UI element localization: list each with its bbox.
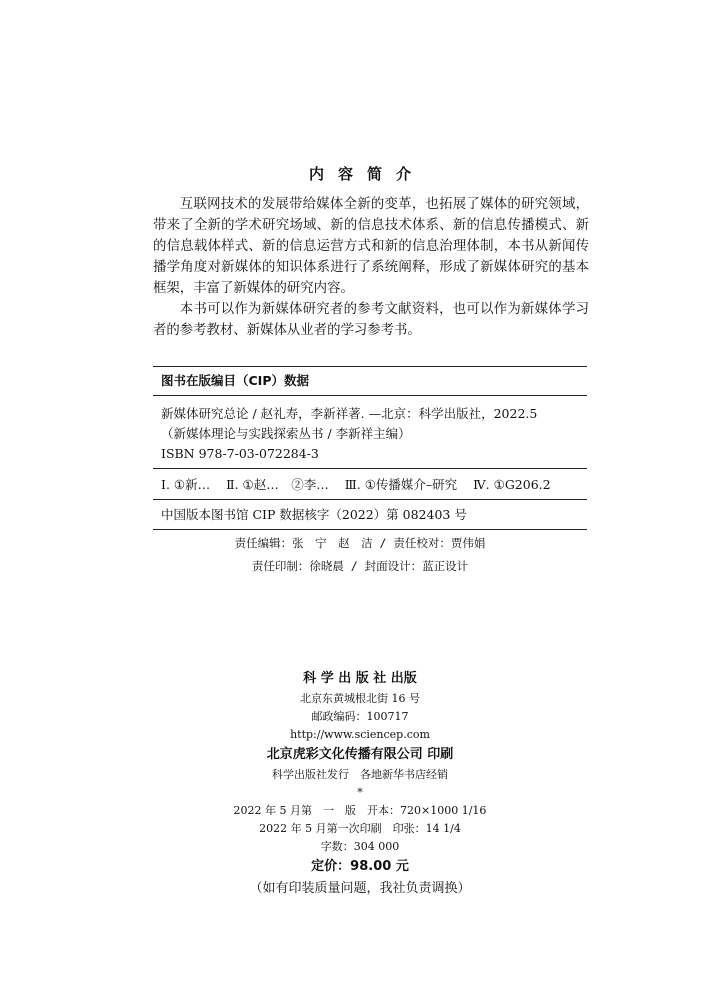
cip-heading: 图书在版编目（CIP）数据 [153,367,587,396]
publisher-line: 科 学 出 版 社 出版 [303,671,417,686]
cip-class-item: Ⅳ. ①G206.2 [473,477,551,492]
publisher-address: 北京东黄城根北街 16 号 [300,692,420,705]
cip-class-item: Ⅲ. ①传播媒介–研究 [344,477,458,492]
quality-note: （如有印装质量问题，我社负责调换） [249,881,471,896]
intro-body [153,194,589,341]
edition-line: 2022 年 5 月第 一 版 开本：720×1000 1/16 [233,804,487,817]
wordcount-line: 字数：304 000 [320,840,400,853]
cip-data-box [153,366,587,530]
cip-classification [153,468,587,499]
colophon [0,668,720,900]
cip-title-line: 新媒体研究总论 / 赵礼寿，李新祥著. —北京：科学出版社，2022.5 [161,406,538,421]
cip-class-item: Ⅱ. ①赵… ②李… [226,477,329,492]
intro-paragraph: 互联网技术的发展带给媒体全新的变革，也拓展了媒体的研究领域，带来了全新的学术研究场域、新的信息技术体系、新的信息传播模式、新的信息载体样式、新的信息运营方式和新的信息治理体制，本书从新闻传播学角度对新媒体的知识体系进行了系统阐释，形成了新媒体研究的基本框架，丰富了新媒体的研究内容。 [153,197,589,296]
publisher-url: http://www.sciencep.com [290,728,430,741]
printer-line: 北京虎彩文化传播有限公司 印刷 [266,747,454,762]
distribution-line: 科学出版社发行 各地新华书店经销 [272,768,448,781]
cip-series-line: （新媒体理论与实践探索丛书 / 李新祥主编） [161,426,411,441]
editors-block [0,532,720,578]
intro-title: 内容简介 [308,165,425,183]
separator-star: * [357,786,363,799]
editors-line: 责任编辑：张 宁 赵 洁 / 责任校对：贾伟娟 [234,536,486,550]
cip-class-item: Ⅰ. ①新… [161,477,211,492]
intro-paragraph: 本书可以作为新媒体研究者的参考文献资料，也可以作为新媒体学习者的参考教材、新媒体从业者的学习参考书。 [153,302,589,338]
postcode: 邮政编码：100717 [311,710,409,723]
editors-line: 责任印制：徐晓晨 / 封面设计：蓝正设计 [251,559,469,573]
cip-record [153,396,587,468]
cip-number: 中国版本图书馆 CIP 数据核字（2022）第 082403 号 [153,499,587,529]
printing-line: 2022 年 5 月第一次印刷 印张：14 1/4 [259,822,461,835]
price-line: 定价：98.00 元 [311,859,409,874]
cip-isbn: ISBN 978-7-03-072284-3 [161,446,319,461]
